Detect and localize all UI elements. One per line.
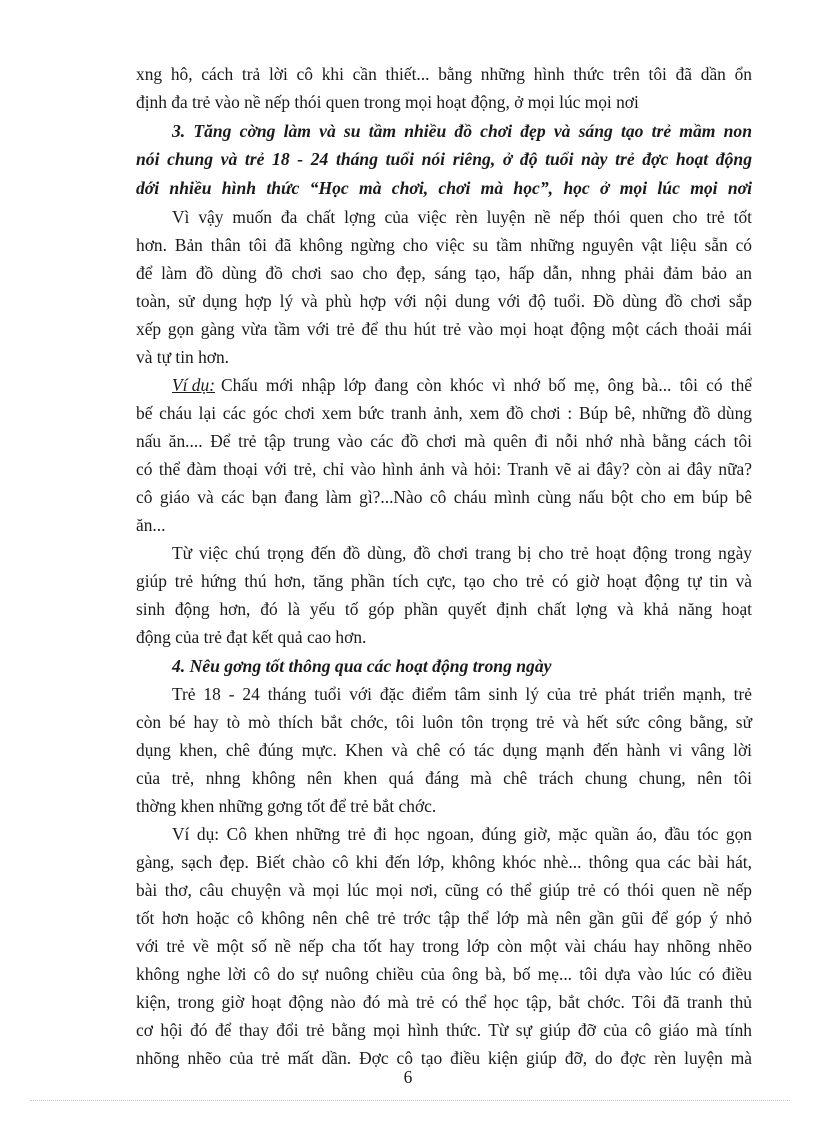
text-line: xếp gọn gàng vừa tầm với trẻ để thu hút trẻ vào mọi hoạt động một cách thoải mái bbox=[136, 319, 752, 339]
example-line bbox=[172, 374, 752, 396]
text-line: Từ việc chú trọng đến đồ dùng, đồ chơi trang bị cho trẻ hoạt động trong ngày bbox=[172, 543, 752, 563]
text-line: giúp trẻ hứng thú hơn, tăng phần tích cực, tạo cho trẻ có giờ hoạt động tự tin và bbox=[136, 571, 752, 591]
section-heading: nói chung và trẻ 18 - 24 tháng tuổi nói riêng, ở độ tuổi này trẻ đợc hoạt động bbox=[136, 149, 752, 169]
text-line: có thể đàm thoại với trẻ, chỉ vào hình ảnh và hỏi: Tranh vẽ ai đây? còn ai đây nữa? bbox=[136, 459, 752, 479]
example-label: Ví dụ: bbox=[172, 375, 215, 395]
text-line: hơn. Bản thân tôi đã không ngừng cho việc su tầm những nguyên vật liệu sẵn có bbox=[136, 235, 752, 255]
text-line: để làm đồ dùng đồ chơi sao cho đẹp, sáng tạo, hấp dẫn, nhng phải đảm bảo an bbox=[136, 263, 752, 283]
text-line: cơ hội đó để thay đổi trẻ bằng mọi hình thức. Từ sự giúp đỡ của cô giáo mà tính bbox=[136, 1020, 752, 1040]
text-line: tốt hơn hoặc cô không nên chê trẻ trớc tập thể lớp mà nên gần gũi để góp ý nhỏ bbox=[136, 908, 752, 928]
text-line: định đa trẻ vào nề nếp thói quen trong mọi hoạt động, ở mọi lúc mọi nơi bbox=[136, 92, 639, 112]
text-line: Chấu mới nhập lớp đang còn khóc vì nhớ bố mẹ, ông bà... tôi có thể bbox=[220, 375, 752, 395]
text-line: ăn... bbox=[136, 515, 166, 535]
section-heading: 4. Nêu gơng tốt thông qua các hoạt động trong ngày bbox=[172, 656, 552, 676]
text-line: nấu ăn.... Để trẻ tập trung vào các đồ chơi mà quên đi nỗi nhớ nhà bằng cách tôi bbox=[136, 431, 752, 451]
text-line: với trẻ về một số nề nếp cha tốt hay trong lớp còn một vài cháu hay nhõng nhẽo bbox=[136, 936, 752, 956]
text-line: thờng khen những gơng tốt để trẻ bắt chớc. bbox=[136, 796, 437, 816]
page-number: 6 bbox=[403, 1067, 413, 1087]
section-heading: dới nhiều hình thức “Học mà chơi, chơi mà học”, học ở mọi lúc mọi nơi bbox=[136, 178, 752, 198]
text-line: nhõng nhẽo của trẻ mất dần. Đợc cô tạo điều kiện giúp đỡ, do đợc rèn luyện mà bbox=[136, 1048, 752, 1068]
text-line: sinh động hơn, đó là yếu tố góp phần quyết định chất lợng và khả năng hoạt bbox=[136, 599, 752, 619]
text-line: Ví dụ: Cô khen những trẻ đi học ngoan, đúng giờ, mặc quần áo, đầu tóc gọn bbox=[172, 824, 752, 844]
text-line: bế cháu lại các góc chơi xem bức tranh ảnh, xem đồ chơi : Búp bê, những đồ dùng bbox=[136, 403, 752, 423]
text-line: dụng khen, chê đúng mực. Khen và chê có tác dụng mạnh đến hành vi vâng lời bbox=[136, 740, 752, 760]
text-line: động của trẻ đạt kết quả cao hơn. bbox=[136, 627, 367, 647]
text-line: bài thơ, câu chuyện và mọi lúc mọi nơi, cũng có thể giúp trẻ có thói quen nề nếp bbox=[136, 880, 752, 900]
text-line: kiện, trong giờ hoạt động nào đó mà trẻ có thể học tập, bắt chớc. Tôi đã tranh thủ bbox=[136, 992, 752, 1012]
text-line: Trẻ 18 - 24 tháng tuổi với đặc điểm tâm sinh lý của trẻ phát triển mạnh, trẻ bbox=[172, 684, 752, 704]
text-line: còn bé hay tò mò thích bắt chớc, tôi luôn tôn trọng trẻ và hết sức công bằng, sử bbox=[136, 712, 752, 732]
text-line: gàng, sạch đẹp. Biết chào cô khi đến lớp, không khóc nhè... thông qua các bài hát, bbox=[136, 852, 752, 872]
text-line: không nghe lời cô do sự nuông chiều của ông bà, bố mẹ... tôi dựa vào lúc có điều bbox=[136, 964, 752, 984]
text-line: Vì vậy muốn đa chất lợng của việc rèn luyện nề nếp thói quen cho trẻ tốt bbox=[172, 207, 752, 227]
text-line: toàn, sử dụng hợp lý và phù hợp với nội dung với độ tuổi. Đồ dùng đồ chơi sắp bbox=[136, 291, 752, 311]
text-line: của trẻ, nhng không nên khen quá đáng mà chê trách chung chung, nên tôi bbox=[136, 768, 752, 788]
text-line: cô giáo và các bạn đang làm gì?...Nào cô cháu mình cùng nấu bột cho em búp bê bbox=[136, 487, 752, 507]
section-heading: 3. Tăng cờng làm và su tầm nhiều đồ chơi đẹp và sáng tạo trẻ mầm non bbox=[172, 121, 752, 141]
text-line: xng hô, cách trả lời cô khi cần thiết... bằng những hình thức trên tôi đã dần ổn bbox=[136, 64, 752, 84]
page-bottom-rule bbox=[30, 1100, 790, 1101]
text-line: và tự tin hơn. bbox=[136, 347, 230, 367]
